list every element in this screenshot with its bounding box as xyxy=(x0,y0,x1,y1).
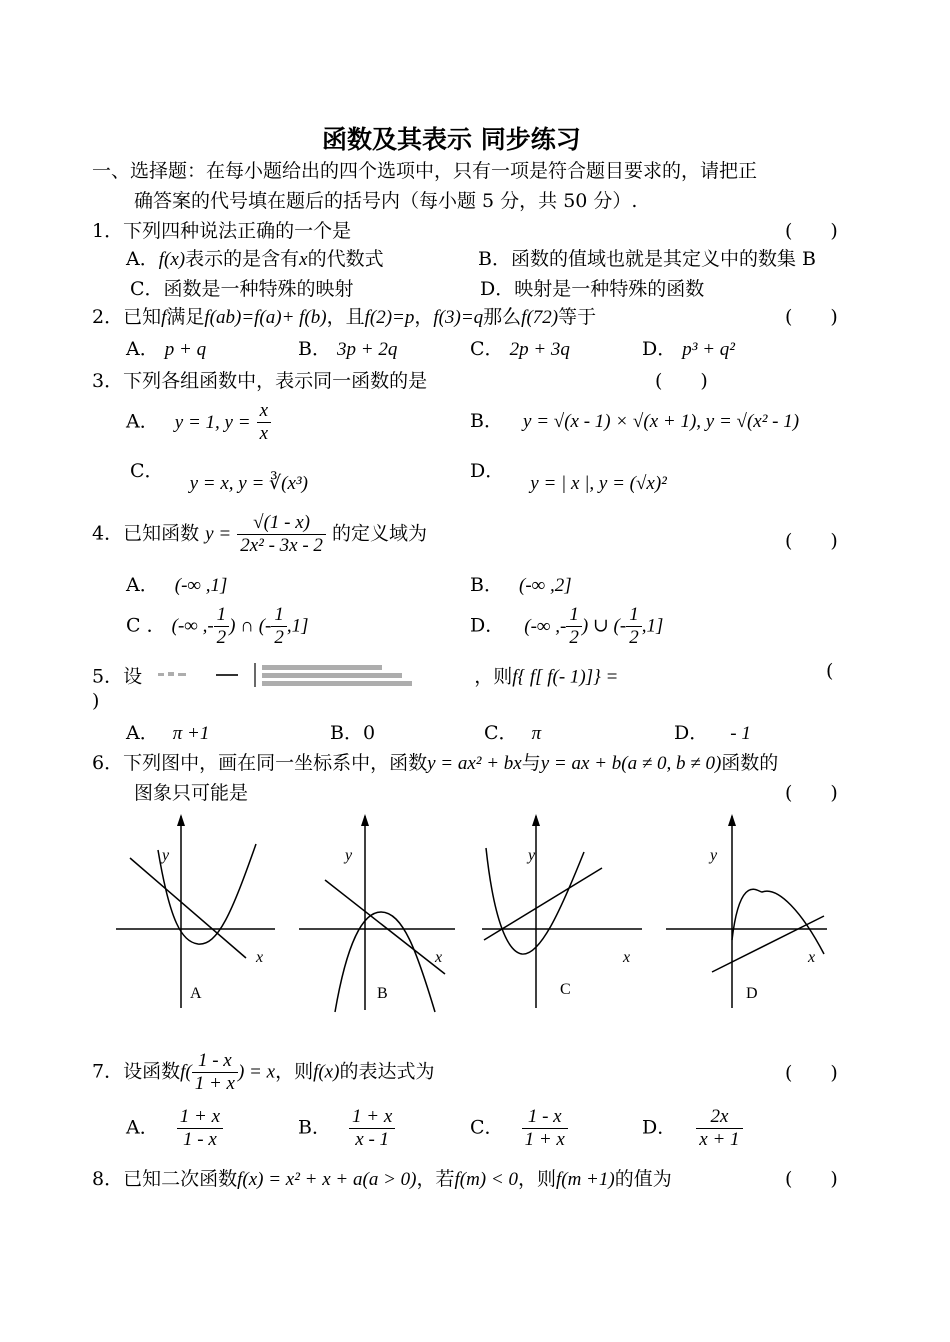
q3-option-c: C． y = x, y = ∛(x³) xyxy=(130,460,308,494)
q5-option-d: D． - 1 xyxy=(674,722,751,744)
section-instructions-line1: 一、选择题：在每小题给出的四个选项中，只有一项是符合题目要求的，请把正 xyxy=(92,160,758,182)
q5-paren-close: ) xyxy=(92,690,100,712)
q5-stem: 5．设 ，则f{ f[ f(- 1)]} = xyxy=(92,660,618,695)
q7-option-b: B． $\frac{1 + x}{x - 1}$ xyxy=(298,1106,395,1151)
page-title: 函数及其表示 同步练习 xyxy=(322,125,581,154)
q7-option-d: D． $\frac{2x}{x + 1}$ xyxy=(642,1106,743,1151)
q8-stem: 8．已知二次函数f(x) = x² + x + a(a > 0)，若f(m) < 0，则f(m +1)的值为 xyxy=(92,1168,672,1190)
q6-label-a: A xyxy=(190,985,202,1002)
q6-d-y-label: y xyxy=(710,847,718,864)
q6-stem-line1: 6．下列图中，画在同一坐标系中，函数y = ax² + bx与y = ax + b(a ≠ 0, b ≠ 0)函数的 xyxy=(92,752,779,774)
q6-a-y-label: y xyxy=(162,847,170,864)
q6-graph-b xyxy=(295,812,465,1012)
q3-a-fraction: $\frac{x}{x}$ xyxy=(257,400,271,445)
q6-a-x-label: x xyxy=(256,949,264,966)
q6-d-x-label: x xyxy=(808,949,816,966)
q2-answer-paren: ( ) xyxy=(785,306,838,328)
q7-option-c: C． $\frac{1 - x}{1 + x}$ xyxy=(470,1106,568,1151)
q7-fraction: $\frac{1 - x}{1 + x}$ xyxy=(192,1050,238,1095)
section-instructions-line2: 确答案的代号填在题后的括号内（每小题 5 分，共 50 分）. xyxy=(134,190,638,212)
q6-answer-paren: ( ) xyxy=(785,782,838,804)
q5-option-a: A． π +1 xyxy=(126,722,210,744)
q3-option-d: D． y = | x |, y = (√x)² xyxy=(470,460,667,494)
q4-option-b: B． (-∞ ,2] xyxy=(470,574,572,596)
q3-stem: 3．下列各组函数中，表示同一函数的是 xyxy=(92,370,428,392)
q2-option-c: C． 2p + 3q xyxy=(470,338,570,360)
q3-answer-paren: ( ) xyxy=(655,370,708,392)
q6-stem-line2: 图象只可能是 xyxy=(134,782,249,804)
q2-option-b: B． 3p + 2q xyxy=(298,338,398,360)
q5-paren-open: ( xyxy=(826,660,834,682)
q6-b-x-label: x xyxy=(435,949,443,966)
q8-answer-paren: ( ) xyxy=(785,1168,838,1190)
q2-option-d: D． p³ + q² xyxy=(642,338,735,360)
q3-option-a: A． y = 1, y = $\frac{x}{x}$ xyxy=(126,400,271,445)
q1-option-d: D．映射是一种特殊的函数 xyxy=(480,278,705,300)
q6-c-y-label: y xyxy=(528,847,536,864)
q6-graph-a xyxy=(110,812,280,1012)
q4-option-d: D． (-∞ ,- $\frac{1}{2}$ ) ∪ (- $\frac{1}{2}$ ,1] xyxy=(470,604,664,648)
q6-b-y-label: y xyxy=(345,847,353,864)
q1-option-c: C．函数是一种特殊的映射 xyxy=(130,278,354,300)
q5-option-c: C． π xyxy=(484,722,542,744)
q4-stem: 4．已知函数 y = $\frac{√(1 - x)}{\text{2x² - 3x - 2}}$ 的定义域为 xyxy=(92,512,427,556)
q5-option-b: B．0 xyxy=(330,722,376,744)
q1-option-b: B．函数的值域也就是其定义中的数集 B xyxy=(478,248,816,270)
q1-stem: 1．下列四种说法正确的一个是 xyxy=(92,220,352,242)
q2-option-a: A． p + q xyxy=(126,338,207,360)
q6-label-c: C xyxy=(560,981,571,998)
q4-answer-paren: ( ) xyxy=(785,530,838,552)
q3-option-b: B． y = √(x - 1) × √(x + 1), y = √(x² - 1) xyxy=(470,410,800,432)
q1-option-a: A．f(x)表示的是含有x的代数式 xyxy=(126,248,384,270)
q7-stem: 7．设函数f( $\frac{1 - x}{1 + x}$ ) = x，则f(x)的表达式为 xyxy=(92,1050,435,1094)
q6-graph-d xyxy=(662,812,832,1012)
q6-label-b: B xyxy=(377,985,388,1002)
q2-stem: 2．已知f满足f(ab)=f(a)+ f(b)，且f(2)=p，f(3)=q那么f(72)等于 xyxy=(92,306,597,328)
q7-answer-paren: ( ) xyxy=(785,1062,838,1084)
q7-option-a: A． $\frac{1 + x}{1 - x}$ xyxy=(126,1106,223,1151)
q6-label-d: D xyxy=(746,985,758,1002)
q1-answer-paren: ( ) xyxy=(785,220,838,242)
q6-graph-c xyxy=(478,812,648,1012)
q4-fraction: $\frac{√(1 - x)}{\text{2x² - 3x - 2}}$ xyxy=(237,512,326,557)
q6-c-x-label: x xyxy=(623,949,631,966)
q5-piecewise-function-image xyxy=(148,660,468,695)
q4-option-a: A． (-∞ ,1] xyxy=(126,574,228,596)
q4-option-c: C ． (-∞ ,- $\frac{1}{2}$ ) ∩ (- $\frac{1}{2}$ ,1] xyxy=(126,604,309,648)
